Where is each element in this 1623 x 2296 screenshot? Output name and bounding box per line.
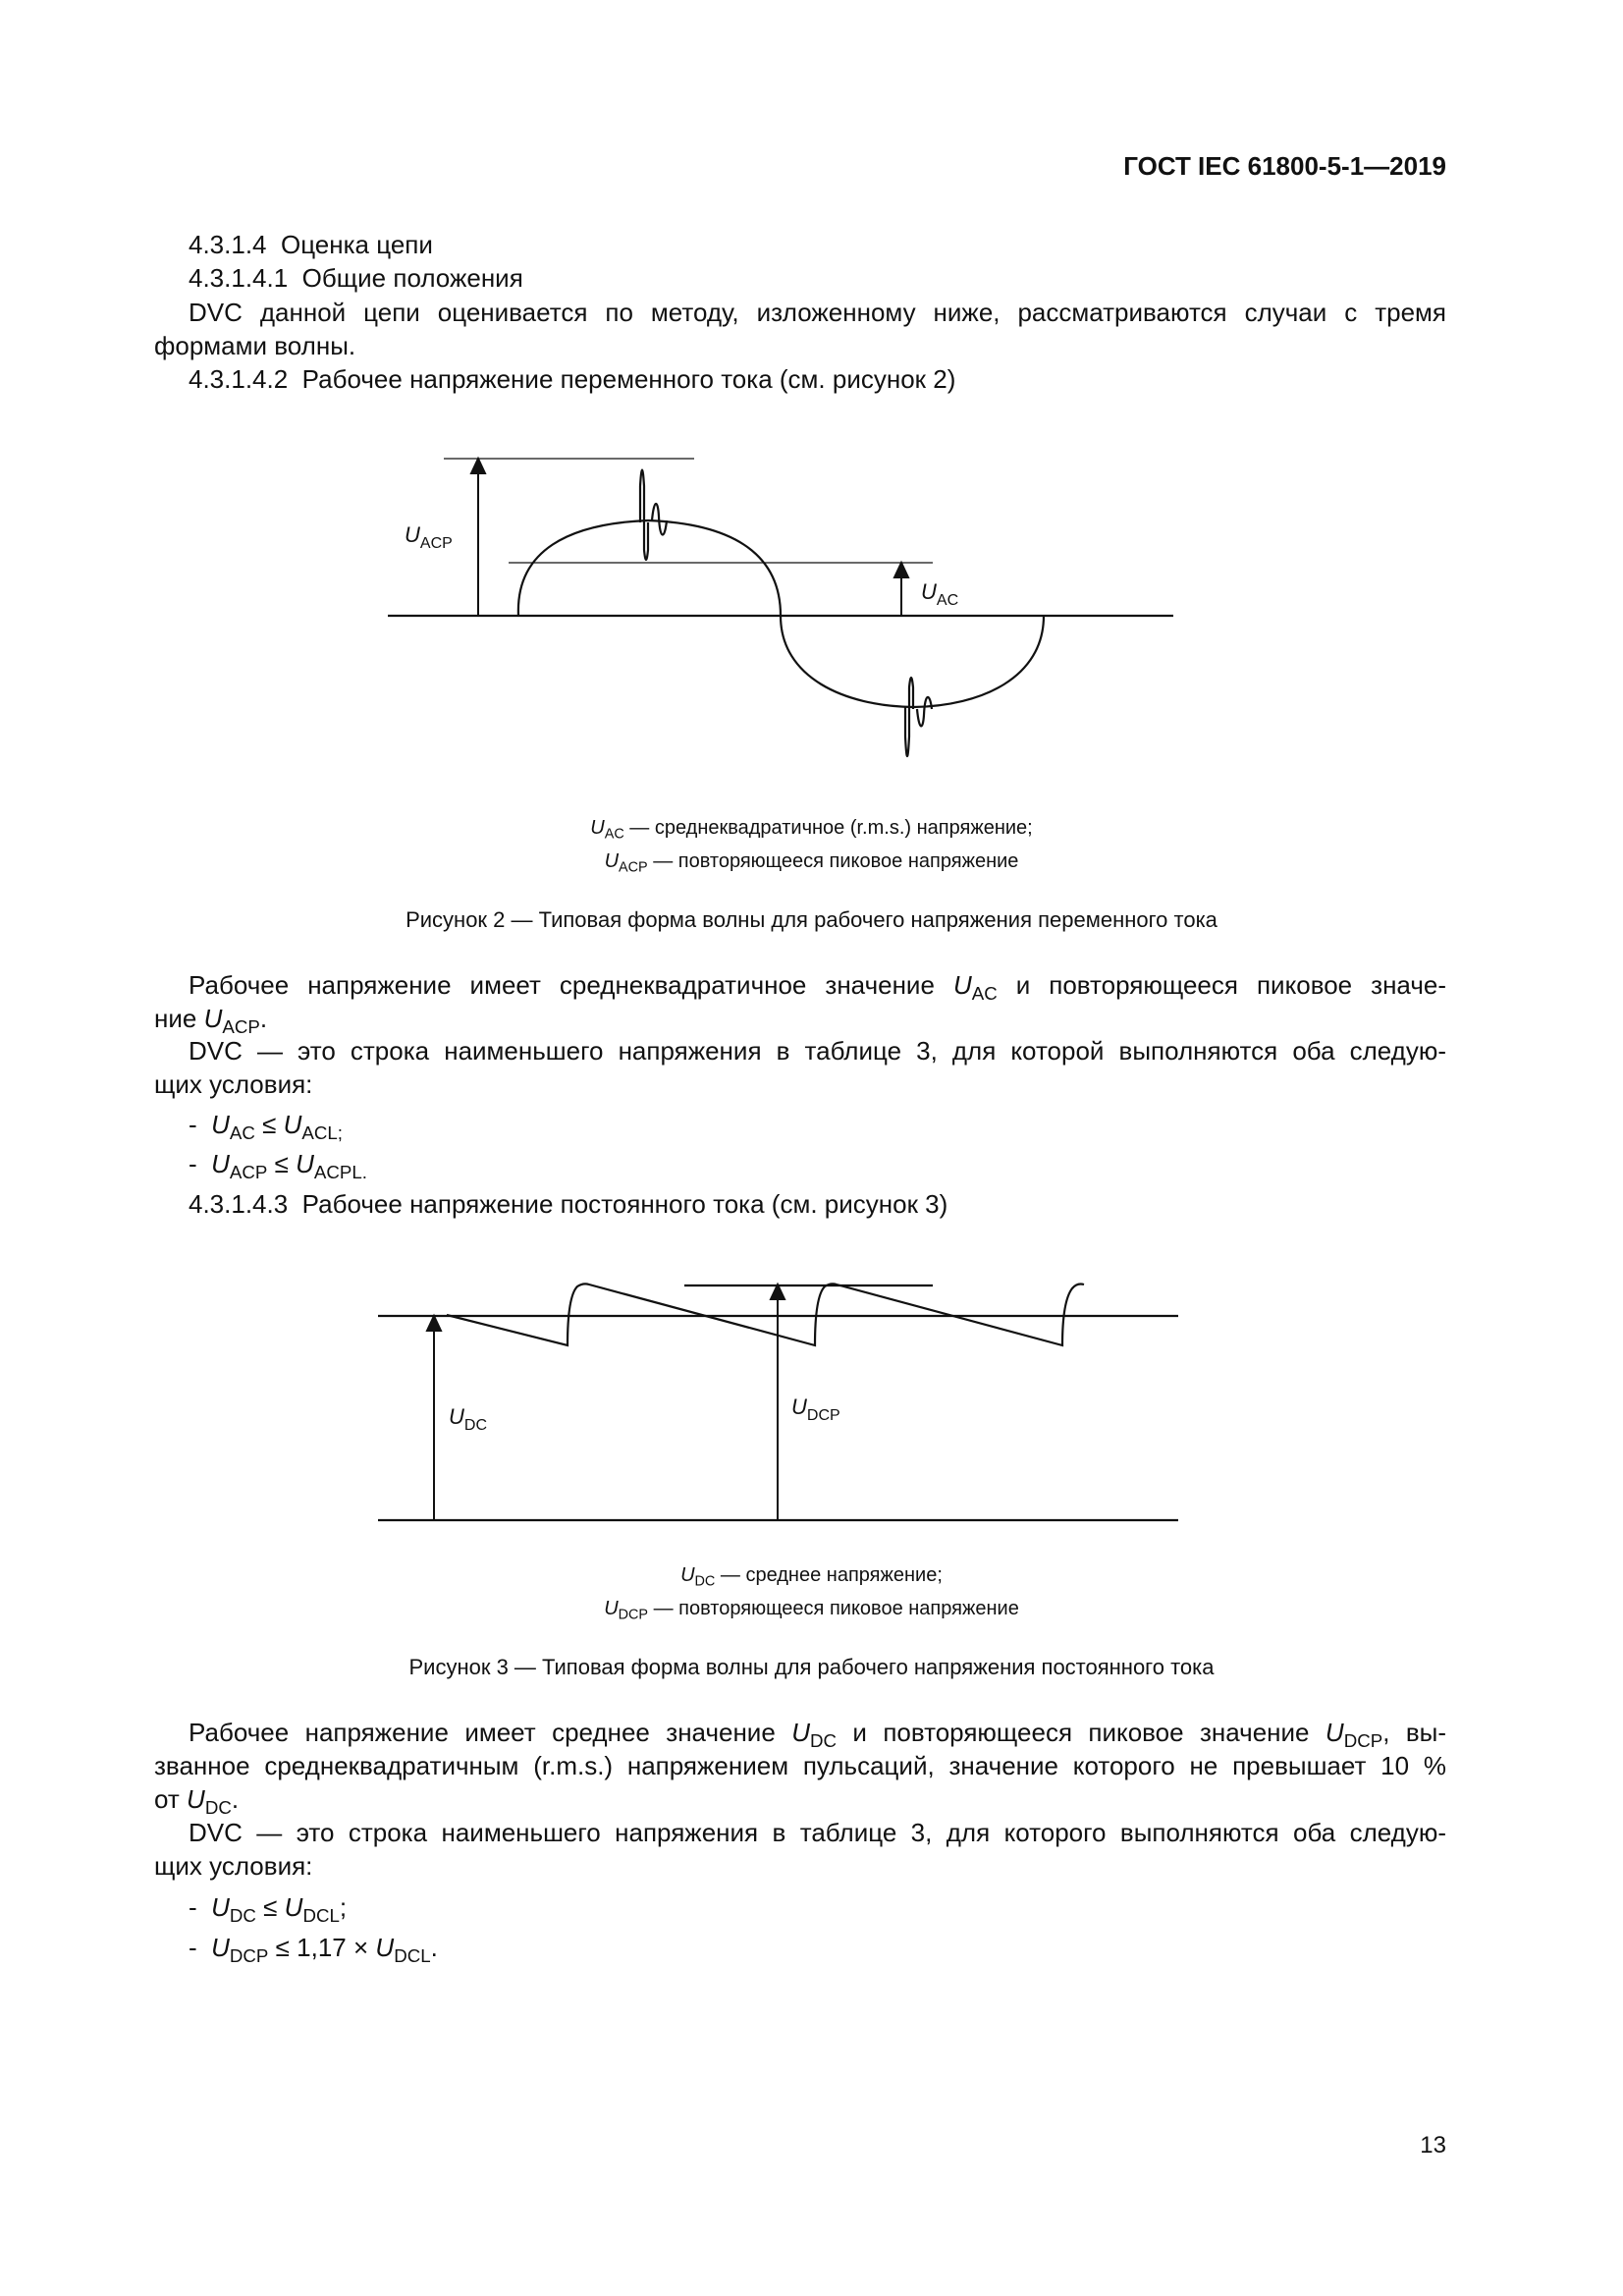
uac-label: $U_{AC}$ xyxy=(921,579,959,609)
figure-3-legend-udc: $U_{DC}$ — среднее напряжение; xyxy=(680,1564,943,1590)
paragraph-line: DVC данной цепи оценивается по методу, изложенному ниже, рассматриваются случаи с тремя xyxy=(189,298,1446,327)
figure-2-caption: Рисунок 2 — Типовая форма волны для рабочего напряжения переменного тока xyxy=(406,907,1217,932)
udcp-label: $U_{DCP}$ xyxy=(791,1394,840,1424)
page-number: 13 xyxy=(1420,2132,1446,2159)
condition-item: - $U_{DC} \le U_{DCL}$; xyxy=(189,1892,348,1926)
section-heading: 4.3.1.4 Оценка цепи xyxy=(189,230,433,259)
subsection-heading: 4.3.1.4.2 Рабочее напряжение переменного тока (см. рисунок 2) xyxy=(189,364,956,394)
paragraph-line: DVC — это строка наименьшего напряжения в таблице 3, для которой выполняются оба следую- xyxy=(189,1036,1446,1066)
ripple-waveform xyxy=(447,1284,1084,1345)
figure-3-legend-udcp: $U_{DCP}$ — повторяющееся пиковое напряжение xyxy=(604,1598,1019,1623)
figure-2-legend-uacp: $U_{ACP}$ — повторяющееся пиковое напряжение xyxy=(604,850,1019,876)
subsection-heading: 4.3.1.4.1 Общие положения xyxy=(189,263,523,293)
uacp-label: $U_{ACP}$ xyxy=(405,522,453,552)
udc-arrowhead xyxy=(427,1316,441,1331)
paragraph-line: Рабочее напряжение имеет среднеквадратичное значение $U_{AC}$ и повторяющееся пиковое значе- xyxy=(189,970,1446,1004)
figure-3-caption: Рисунок 3 — Типовая форма волны для рабочего напряжения постоянного тока xyxy=(408,1655,1215,1679)
condition-item: - $U_{AC} \le U_{ACL;}$ xyxy=(189,1110,344,1143)
paragraph-line: формами волны. xyxy=(154,331,356,360)
figure-2-legend-uac: $U_{AC}$ — среднеквадратичное (r.m.s.) напряжение; xyxy=(590,817,1033,843)
udc-label: $U_{DC}$ xyxy=(449,1404,487,1434)
document-id: ГОСТ IEC 61800-5-1—2019 xyxy=(1123,151,1446,181)
condition-item: - $U_{ACP} \le U_{ACPL.}$ xyxy=(189,1149,367,1182)
paragraph-line: DVC — это строка наименьшего напряжения в таблице 3, для которого выполняются оба следую- xyxy=(189,1818,1446,1847)
paragraph-line: щих условия: xyxy=(154,1069,313,1099)
condition-item: - $U_{DCP} \le 1,17 \times U_{DCL}$. xyxy=(189,1933,438,1966)
paragraph-line: щих условия: xyxy=(154,1851,313,1881)
paragraph-line: от $U_{DC}$. xyxy=(154,1784,240,1818)
paragraph-line: ние $U_{ACP}$. xyxy=(154,1004,268,1037)
udcp-arrowhead xyxy=(771,1285,784,1299)
paragraph-line: званное среднеквадратичным (r.m.s.) напряжением пульсаций, значение которого не превышает 10 % xyxy=(154,1751,1446,1780)
paragraph-line: Рабочее напряжение имеет среднее значение $U_{DC}$ и повторяющееся пиковое значение $U_{DCP}$, вы- xyxy=(189,1718,1446,1751)
subsection-heading: 4.3.1.4.3 Рабочее напряжение постоянного тока (см. рисунок 3) xyxy=(189,1189,948,1219)
